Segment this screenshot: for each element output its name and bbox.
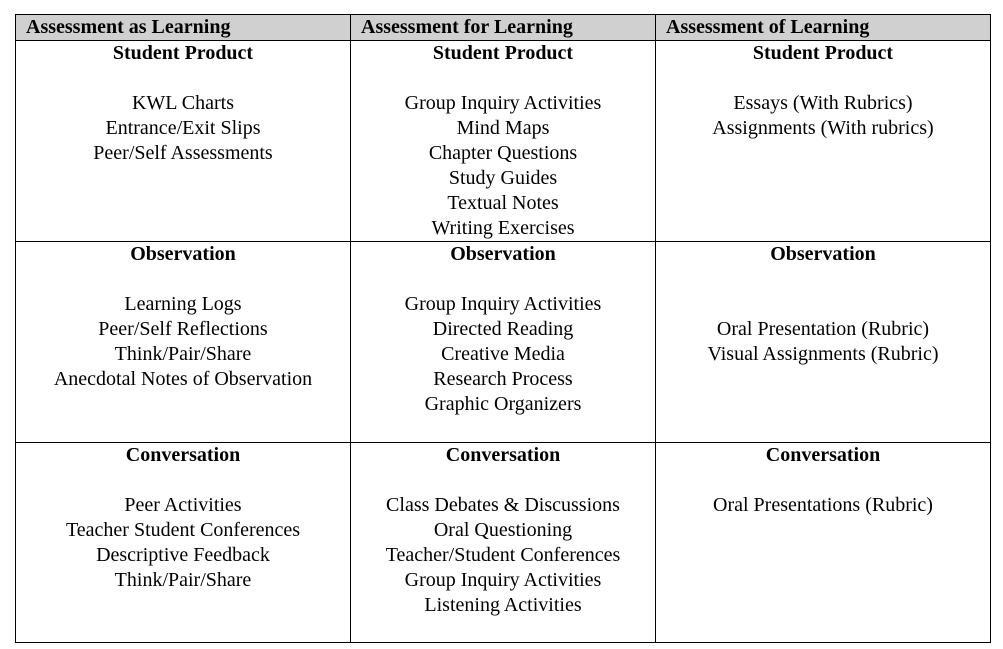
list-item: Graphic Organizers xyxy=(424,393,582,415)
list-item: Peer/Self Assessments xyxy=(93,142,273,164)
header-row xyxy=(16,15,991,41)
list-item: Mind Maps xyxy=(456,117,550,139)
table-body xyxy=(16,41,991,643)
list-item: Assignments (With rubrics) xyxy=(712,117,934,139)
list-item: Learning Logs xyxy=(124,293,242,315)
list-item: Teacher Student Conferences xyxy=(65,519,301,541)
cell-as-learning xyxy=(16,41,351,242)
list-item: KWL Charts xyxy=(131,92,234,114)
list-item: Think/Pair/Share xyxy=(114,343,252,365)
list-item: Group Inquiry Activities xyxy=(404,92,602,114)
list-item: Descriptive Feedback xyxy=(96,544,270,566)
list-item: Textual Notes xyxy=(447,192,559,214)
observation-row xyxy=(16,242,991,443)
list-item: Oral Questioning xyxy=(433,519,573,541)
cell-category-title: Student Product xyxy=(752,42,894,64)
cell-as-learning xyxy=(16,443,351,643)
cell-of-learning xyxy=(656,443,991,643)
list-item: Group Inquiry Activities xyxy=(404,293,602,315)
list-item: Class Debates & Discussions xyxy=(386,494,620,516)
list-item: Essays (With Rubrics) xyxy=(733,92,913,114)
cell-category-title: Conversation xyxy=(765,444,881,466)
list-item: Oral Presentation (Rubric) xyxy=(716,318,930,340)
list-item: Study Guides xyxy=(448,167,558,189)
cell-of-learning xyxy=(656,41,991,242)
cell-category-title: Student Product xyxy=(432,42,574,64)
header-assessment-of-learning: Assessment of Learning xyxy=(656,15,991,41)
list-item: Listening Activities xyxy=(424,594,582,616)
list-item: Chapter Questions xyxy=(428,142,578,164)
header-assessment-for-learning: Assessment for Learning xyxy=(351,15,656,41)
conversation-row xyxy=(16,443,991,643)
cell-for-learning xyxy=(351,443,656,643)
list-item: Teacher/Student Conferences xyxy=(385,544,621,566)
list-item: Entrance/Exit Slips xyxy=(105,117,261,139)
list-item: Group Inquiry Activities xyxy=(404,569,602,591)
list-item: Peer Activities xyxy=(124,494,242,516)
cell-category-title: Student Product xyxy=(112,42,254,64)
cell-as-learning xyxy=(16,242,351,443)
header-assessment-as-learning: Assessment as Learning xyxy=(16,15,351,41)
list-item: Think/Pair/Share xyxy=(114,569,252,591)
cell-for-learning xyxy=(351,41,656,242)
list-item: Oral Presentations (Rubric) xyxy=(713,494,933,516)
cell-category-title: Observation xyxy=(770,243,876,265)
list-item: Research Process xyxy=(433,368,573,390)
list-item: Directed Reading xyxy=(432,318,574,340)
cell-category-title: Conversation xyxy=(125,444,241,466)
student-product-row xyxy=(16,41,991,242)
list-item: Anecdotal Notes of Observation xyxy=(53,368,313,390)
cell-category-title: Observation xyxy=(130,243,236,265)
cell-for-learning xyxy=(351,242,656,443)
list-item: Creative Media xyxy=(441,343,565,365)
list-item: Peer/Self Reflections xyxy=(98,318,268,340)
cell-category-title: Conversation xyxy=(445,444,561,466)
cell-category-title: Observation xyxy=(450,243,556,265)
cell-of-learning xyxy=(656,242,991,443)
list-item: Visual Assignments (Rubric) xyxy=(707,343,939,365)
list-item: Writing Exercises xyxy=(431,217,575,239)
assessment-table xyxy=(15,14,991,643)
